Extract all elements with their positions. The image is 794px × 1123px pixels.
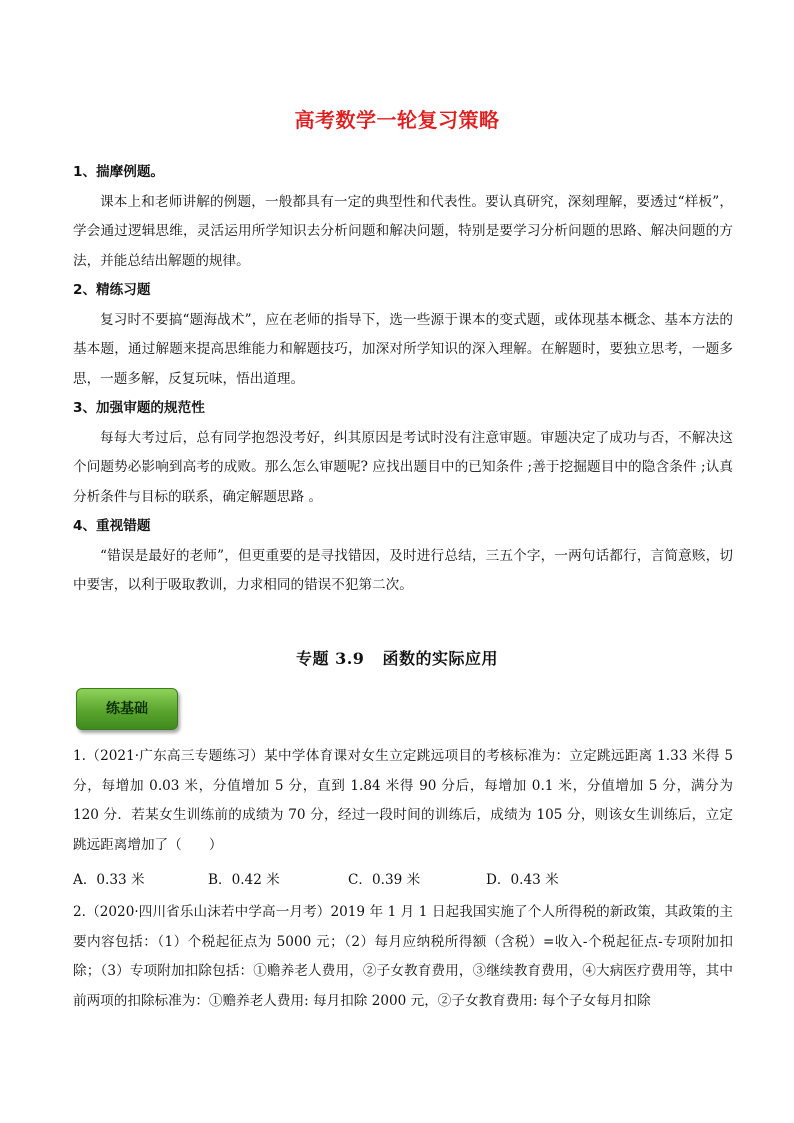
strategy-body: 复习时不要搞“题海战术”，应在老师的指导下，选一些源于课本的变式题，或体现基本概念、基本方法的基本题，通过解题来提高思维能力和解题技巧，加深对所学知识的深入理解。在解题时，要独立思考，一题多思，一题多解，反复玩味，悟出道理。 <box>73 311 733 387</box>
strategy-body: “错误是最好的老师”，但更重要的是寻找错因，及时进行总结，三五个字，一两句话都行，言简意赅，切中要害，以利于吸取教训，力求相同的错误不犯第二次。 <box>73 547 733 593</box>
option-d: D．0.43 米 <box>486 872 559 888</box>
strategy-1 <box>73 158 733 276</box>
strategy-heading: 4、重视错题 <box>73 518 151 534</box>
section-badge: 练基础 <box>76 688 178 730</box>
strategy-2 <box>73 276 733 394</box>
question-1 <box>73 742 733 860</box>
question-2 <box>73 898 733 1016</box>
topic-number: 专题 3.9 <box>296 649 365 668</box>
topic-heading <box>0 646 794 669</box>
question-text: 1.（2021·广东高三专题练习）某中学体育课对女生立定跳远项目的考核标准为：立定跳远距离 1.33 米得 5 分，每增加 0.03 米，分值增加 5 分，直到 1.84 米得 90 分后，每增加 0.1 米，分值增加 5 分，满分为 120 分．若某女生训练前的成绩为 70 分，经过一段时间的训练后，成绩为 105 分，则该女生训练后，立定跳远距离增加了（ ） <box>73 748 733 853</box>
question-text: 2.（2020·四川省乐山沫若中学高一月考）2019 年 1 月 1 日起我国实施了个人所得税的新政策，其政策的主要内容包括：（1）个税起征点为 5000 元；（2）每月应纳税所得额（含税）=收入-个税起征点-专项附加扣除；（3）专项附加扣除包括：①赡养老人费用，②子女教育费用，③继续教育费用，④大病医疗费用等，其中前两项的扣除标准为：①赡养老人费用: 每月扣除 2000 元，②子女教育费用: 每个子女每月扣除 <box>73 904 733 1009</box>
strategy-heading: 1、揣摩例题。 <box>73 164 165 180</box>
strategy-3 <box>73 394 733 512</box>
option-a: A．0.33 米 <box>73 872 145 888</box>
option-b: B．0.42 米 <box>208 872 280 888</box>
page-title: 高考数学一轮复习策略 <box>294 108 500 132</box>
strategy-heading: 2、精练习题 <box>73 282 151 298</box>
strategy-4 <box>73 512 733 601</box>
strategy-heading: 3、加强审题的规范性 <box>73 400 205 416</box>
topic-name: 函数的实际应用 <box>382 649 498 668</box>
strategy-body: 每每大考过后，总有同学抱怨没考好，纠其原因是考试时没有注意审题。审题决定了成功与否，不解决这个问题势必影响到高考的成败。那么怎么审题呢? 应找出题目中的已知条件 ;善于挖掘题目中的隐含条件 ;认真分析条件与目标的联系，确定解题思路 。 <box>73 429 733 505</box>
option-c: C．0.39 米 <box>348 872 421 888</box>
strategy-body: 课本上和老师讲解的例题，一般都具有一定的典型性和代表性。要认真研究，深刻理解，要透过“样板”，学会通过逻辑思维，灵活运用所学知识去分析问题和解决问题，特别是要学习分析问题的思路、解决问题的方法，并能总结出解题的规律。 <box>73 193 733 269</box>
